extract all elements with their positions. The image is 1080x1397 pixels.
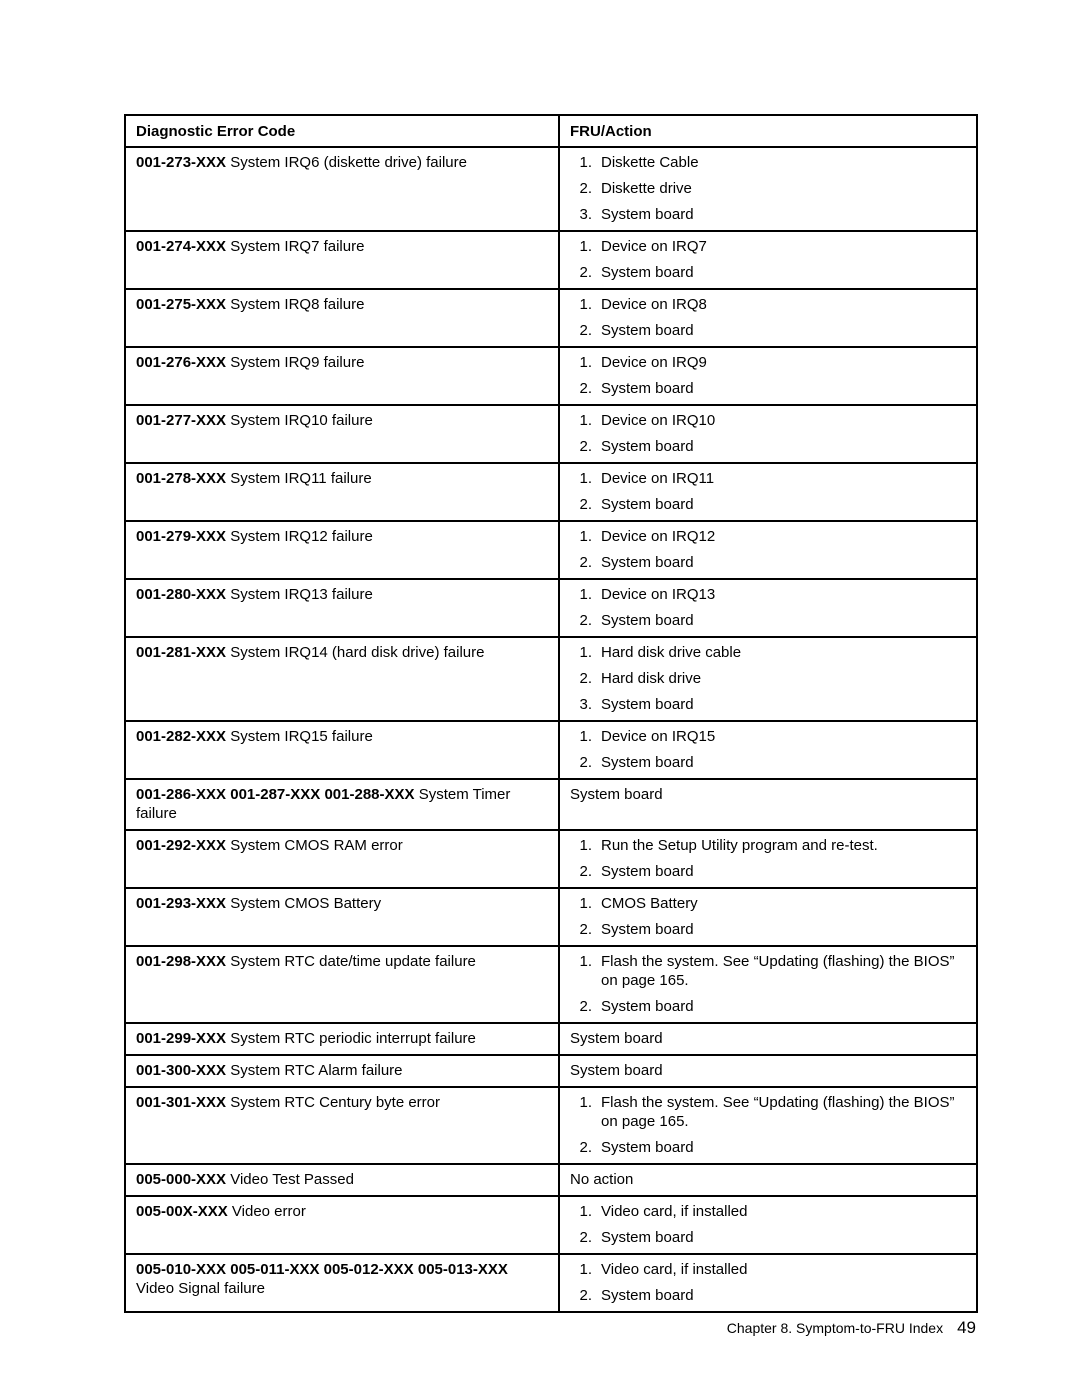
page-number: 49	[957, 1318, 976, 1337]
fru-action-cell	[559, 347, 977, 405]
list-item-text: CMOS Battery	[601, 895, 698, 912]
fru-action-cell	[559, 1023, 977, 1055]
list-item-text: Device on IRQ10	[601, 412, 716, 429]
list-item	[570, 153, 966, 172]
fru-action-cell	[559, 1254, 977, 1312]
list-item-text: Device on IRQ15	[601, 728, 716, 745]
list-item-number: 1.	[579, 470, 592, 487]
error-code: 001-279-XXX	[136, 528, 227, 545]
table-row	[125, 1196, 977, 1254]
table-row	[125, 231, 977, 289]
table-row	[125, 830, 977, 888]
error-code-cell	[125, 1254, 559, 1312]
list-item-number: 1.	[579, 837, 592, 854]
error-description: System IRQ13 failure	[230, 586, 373, 603]
fru-action-cell	[559, 289, 977, 347]
list-item-text: Device on IRQ9	[601, 354, 707, 371]
list-item	[570, 263, 966, 282]
list-item-text: Run the Setup Utility program and re-test.	[601, 837, 878, 854]
list-item-number: 1.	[579, 728, 592, 745]
fru-action-list	[570, 527, 966, 572]
list-item-text: System board	[601, 863, 694, 880]
list-item-number: 2.	[579, 322, 592, 339]
list-item-number: 2.	[579, 754, 592, 771]
list-item-number: 1.	[579, 296, 592, 313]
list-item-text: System board	[601, 496, 694, 513]
table-row	[125, 1055, 977, 1087]
fru-action-list	[570, 727, 966, 772]
list-item-number: 2.	[579, 554, 592, 571]
error-description: System Timer failure	[136, 786, 511, 822]
fru-action-text: No action	[570, 1171, 634, 1188]
error-code: 001-274-XXX	[136, 238, 227, 255]
diagnostic-error-table	[124, 114, 978, 1313]
list-item	[570, 321, 966, 340]
error-description: System RTC Alarm failure	[230, 1062, 403, 1079]
fru-action-cell	[559, 888, 977, 946]
list-item-number: 2.	[579, 264, 592, 281]
list-item-number: 2.	[579, 1229, 592, 1246]
fru-action-list	[570, 1260, 966, 1305]
list-item-text: System board	[601, 264, 694, 281]
fru-action-cell	[559, 1055, 977, 1087]
error-description: System IRQ6 (diskette drive) failure	[230, 154, 467, 171]
error-code: 001-280-XXX	[136, 586, 227, 603]
error-description: System IRQ8 failure	[230, 296, 365, 313]
error-code-cell	[125, 579, 559, 637]
table-row	[125, 779, 977, 830]
list-item	[570, 1260, 966, 1279]
error-code-cell	[125, 147, 559, 231]
list-item-text: Diskette Cable	[601, 154, 699, 171]
error-description: Video Signal failure	[136, 1280, 265, 1297]
list-item-number: 2.	[579, 998, 592, 1015]
list-item-number: 1.	[579, 895, 592, 912]
list-item-text: System board	[601, 206, 694, 223]
error-description: System RTC periodic interrupt failure	[230, 1030, 476, 1047]
list-item	[570, 205, 966, 224]
list-item-number: 1.	[579, 1203, 592, 1220]
list-item-number: 2.	[579, 863, 592, 880]
error-code: 001-299-XXX	[136, 1030, 227, 1047]
list-item	[570, 894, 966, 913]
list-item	[570, 643, 966, 662]
error-code: 005-000-XXX	[136, 1171, 227, 1188]
error-code-cell	[125, 830, 559, 888]
fru-action-list	[570, 1202, 966, 1247]
list-item-text: System board	[601, 696, 694, 713]
fru-action-cell	[559, 579, 977, 637]
fru-action-cell	[559, 1087, 977, 1164]
list-item	[570, 1138, 966, 1157]
error-code: 001-278-XXX	[136, 470, 227, 487]
list-item-number: 1.	[579, 644, 592, 661]
fru-action-list	[570, 237, 966, 282]
error-description: System IRQ10 failure	[230, 412, 373, 429]
list-item-text: System board	[601, 1229, 694, 1246]
fru-action-cell	[559, 231, 977, 289]
list-item-number: 2.	[579, 921, 592, 938]
list-item-number: 1.	[579, 1261, 592, 1278]
list-item-number: 2.	[579, 612, 592, 629]
list-item-text: System board	[601, 438, 694, 455]
list-item	[570, 836, 966, 855]
list-item	[570, 353, 966, 372]
error-code-cell	[125, 637, 559, 721]
table-row	[125, 888, 977, 946]
list-item-text: System board	[601, 380, 694, 397]
list-item	[570, 611, 966, 630]
error-description: System IRQ14 (hard disk drive) failure	[230, 644, 485, 661]
error-description: System IRQ11 failure	[230, 470, 372, 487]
fru-action-text: System board	[570, 786, 663, 803]
list-item-text: System board	[601, 322, 694, 339]
error-code-cell	[125, 347, 559, 405]
page-footer	[727, 1318, 976, 1338]
table-row	[125, 1164, 977, 1196]
error-code: 001-273-XXX	[136, 154, 227, 171]
fru-action-text: System board	[570, 1062, 663, 1079]
error-description: Video error	[231, 1203, 306, 1220]
list-item	[570, 379, 966, 398]
list-item	[570, 469, 966, 488]
list-item-number: 2.	[579, 1287, 592, 1304]
error-description: System CMOS Battery	[230, 895, 382, 912]
fru-action-list	[570, 836, 966, 881]
error-description: System IRQ9 failure	[230, 354, 365, 371]
list-item-number: 2.	[579, 496, 592, 513]
table-row	[125, 1254, 977, 1312]
list-item-text: Device on IRQ13	[601, 586, 716, 603]
list-item-text: Device on IRQ8	[601, 296, 707, 313]
fru-action-list	[570, 952, 966, 1016]
list-item-number: 1.	[579, 586, 592, 603]
error-code-cell	[125, 1023, 559, 1055]
list-item	[570, 237, 966, 256]
fru-action-cell	[559, 463, 977, 521]
error-code-cell	[125, 231, 559, 289]
list-item	[570, 411, 966, 430]
list-item-text: System board	[601, 1287, 694, 1304]
list-item-text: Flash the system. See “Updating (flashing) the BIOS” on page 165.	[601, 953, 955, 989]
table-row	[125, 147, 977, 231]
error-code-cell	[125, 289, 559, 347]
fru-action-cell	[559, 637, 977, 721]
table-row	[125, 579, 977, 637]
table-row	[125, 1023, 977, 1055]
fru-action-list	[570, 643, 966, 714]
error-code: 001-276-XXX	[136, 354, 227, 371]
list-item-number: 1.	[579, 238, 592, 255]
header-diagnostic-error-code: Diagnostic Error Code	[125, 115, 559, 147]
error-code: 001-292-XXX	[136, 837, 227, 854]
fru-action-list	[570, 353, 966, 398]
error-code-cell	[125, 1196, 559, 1254]
list-item	[570, 997, 966, 1016]
error-code-cell	[125, 405, 559, 463]
error-code: 001-282-XXX	[136, 728, 227, 745]
list-item-text: System board	[601, 1139, 694, 1156]
list-item	[570, 585, 966, 604]
error-code: 005-00X-XXX	[136, 1203, 228, 1220]
table-body	[125, 147, 977, 1312]
list-item	[570, 753, 966, 772]
list-item-number: 2.	[579, 670, 592, 687]
error-code-cell	[125, 521, 559, 579]
list-item-text: System board	[601, 921, 694, 938]
error-code-cell	[125, 721, 559, 779]
list-item-text: Video card, if installed	[601, 1261, 748, 1278]
fru-action-list	[570, 469, 966, 514]
error-code-cell	[125, 779, 559, 830]
table-row	[125, 405, 977, 463]
fru-action-list	[570, 153, 966, 224]
error-description: System RTC Century byte error	[230, 1094, 441, 1111]
list-item-text: Device on IRQ12	[601, 528, 716, 545]
list-item-number: 1.	[579, 354, 592, 371]
error-code: 001-301-XXX	[136, 1094, 227, 1111]
error-code-cell	[125, 1055, 559, 1087]
list-item	[570, 1228, 966, 1247]
list-item-number: 1.	[579, 412, 592, 429]
error-code: 001-293-XXX	[136, 895, 227, 912]
table-row	[125, 463, 977, 521]
list-item	[570, 527, 966, 546]
list-item-number: 3.	[579, 206, 592, 223]
fru-action-cell	[559, 779, 977, 830]
list-item-text: System board	[601, 998, 694, 1015]
fru-action-list	[570, 894, 966, 939]
error-code-cell	[125, 463, 559, 521]
error-code: 001-300-XXX	[136, 1062, 227, 1079]
error-code: 001-286-XXX 001-287-XXX 001-288-XXX	[136, 786, 415, 803]
table-row	[125, 521, 977, 579]
table-row	[125, 946, 977, 1023]
error-code: 001-277-XXX	[136, 412, 227, 429]
list-item	[570, 553, 966, 572]
list-item-number: 1.	[579, 953, 592, 970]
error-code-cell	[125, 946, 559, 1023]
list-item-number: 2.	[579, 438, 592, 455]
list-item	[570, 669, 966, 688]
table-row	[125, 1087, 977, 1164]
footer-chapter: Chapter 8. Symptom-to-FRU Index	[726, 1320, 944, 1336]
error-description: System IRQ15 failure	[230, 728, 373, 745]
header-fru-action: FRU/Action	[559, 115, 977, 147]
fru-action-cell	[559, 721, 977, 779]
list-item	[570, 920, 966, 939]
list-item-text: Hard disk drive cable	[601, 644, 742, 661]
error-code: 005-010-XXX 005-011-XXX 005-012-XXX 005-013-XXX	[136, 1261, 508, 1278]
list-item	[570, 437, 966, 456]
list-item	[570, 862, 966, 881]
list-item-text: Device on IRQ11	[601, 470, 715, 487]
list-item-number: 2.	[579, 1139, 592, 1156]
error-code: 001-298-XXX	[136, 953, 227, 970]
list-item	[570, 1286, 966, 1305]
list-item-text: Video card, if installed	[601, 1203, 748, 1220]
error-code-cell	[125, 1087, 559, 1164]
fru-action-text: System board	[570, 1030, 663, 1047]
list-item-text: Device on IRQ7	[601, 238, 707, 255]
list-item	[570, 727, 966, 746]
list-item-text: Hard disk drive	[601, 670, 702, 687]
list-item-number: 2.	[579, 380, 592, 397]
error-code-cell	[125, 888, 559, 946]
table-row	[125, 289, 977, 347]
list-item	[570, 1093, 966, 1131]
list-item	[570, 179, 966, 198]
error-description: System RTC date/time update failure	[230, 953, 476, 970]
fru-action-list	[570, 585, 966, 630]
error-description: System CMOS RAM error	[230, 837, 403, 854]
table-row	[125, 637, 977, 721]
error-description: Video Test Passed	[230, 1171, 354, 1188]
list-item	[570, 695, 966, 714]
fru-action-list	[570, 411, 966, 456]
table-row	[125, 721, 977, 779]
table-header-row	[125, 115, 977, 147]
list-item-number: 1.	[579, 154, 592, 171]
fru-action-cell	[559, 521, 977, 579]
fru-action-cell	[559, 1196, 977, 1254]
error-code: 001-275-XXX	[136, 296, 227, 313]
list-item-text: System board	[601, 612, 694, 629]
list-item	[570, 1202, 966, 1221]
list-item-number: 2.	[579, 180, 592, 197]
error-code-cell	[125, 1164, 559, 1196]
fru-action-list	[570, 1093, 966, 1157]
error-code: 001-281-XXX	[136, 644, 227, 661]
list-item-text: System board	[601, 754, 694, 771]
fru-action-cell	[559, 830, 977, 888]
fru-action-cell	[559, 147, 977, 231]
list-item	[570, 295, 966, 314]
error-description: System IRQ7 failure	[230, 238, 365, 255]
fru-action-cell	[559, 1164, 977, 1196]
table-row	[125, 347, 977, 405]
list-item-number: 3.	[579, 696, 592, 713]
error-description: System IRQ12 failure	[230, 528, 373, 545]
list-item-number: 1.	[579, 1094, 592, 1111]
fru-action-cell	[559, 946, 977, 1023]
list-item	[570, 952, 966, 990]
list-item	[570, 495, 966, 514]
list-item-text: Flash the system. See “Updating (flashing) the BIOS” on page 165.	[601, 1094, 955, 1130]
fru-action-list	[570, 295, 966, 340]
fru-action-cell	[559, 405, 977, 463]
list-item-text: Diskette drive	[601, 180, 692, 197]
list-item-text: System board	[601, 554, 694, 571]
list-item-number: 1.	[579, 528, 592, 545]
